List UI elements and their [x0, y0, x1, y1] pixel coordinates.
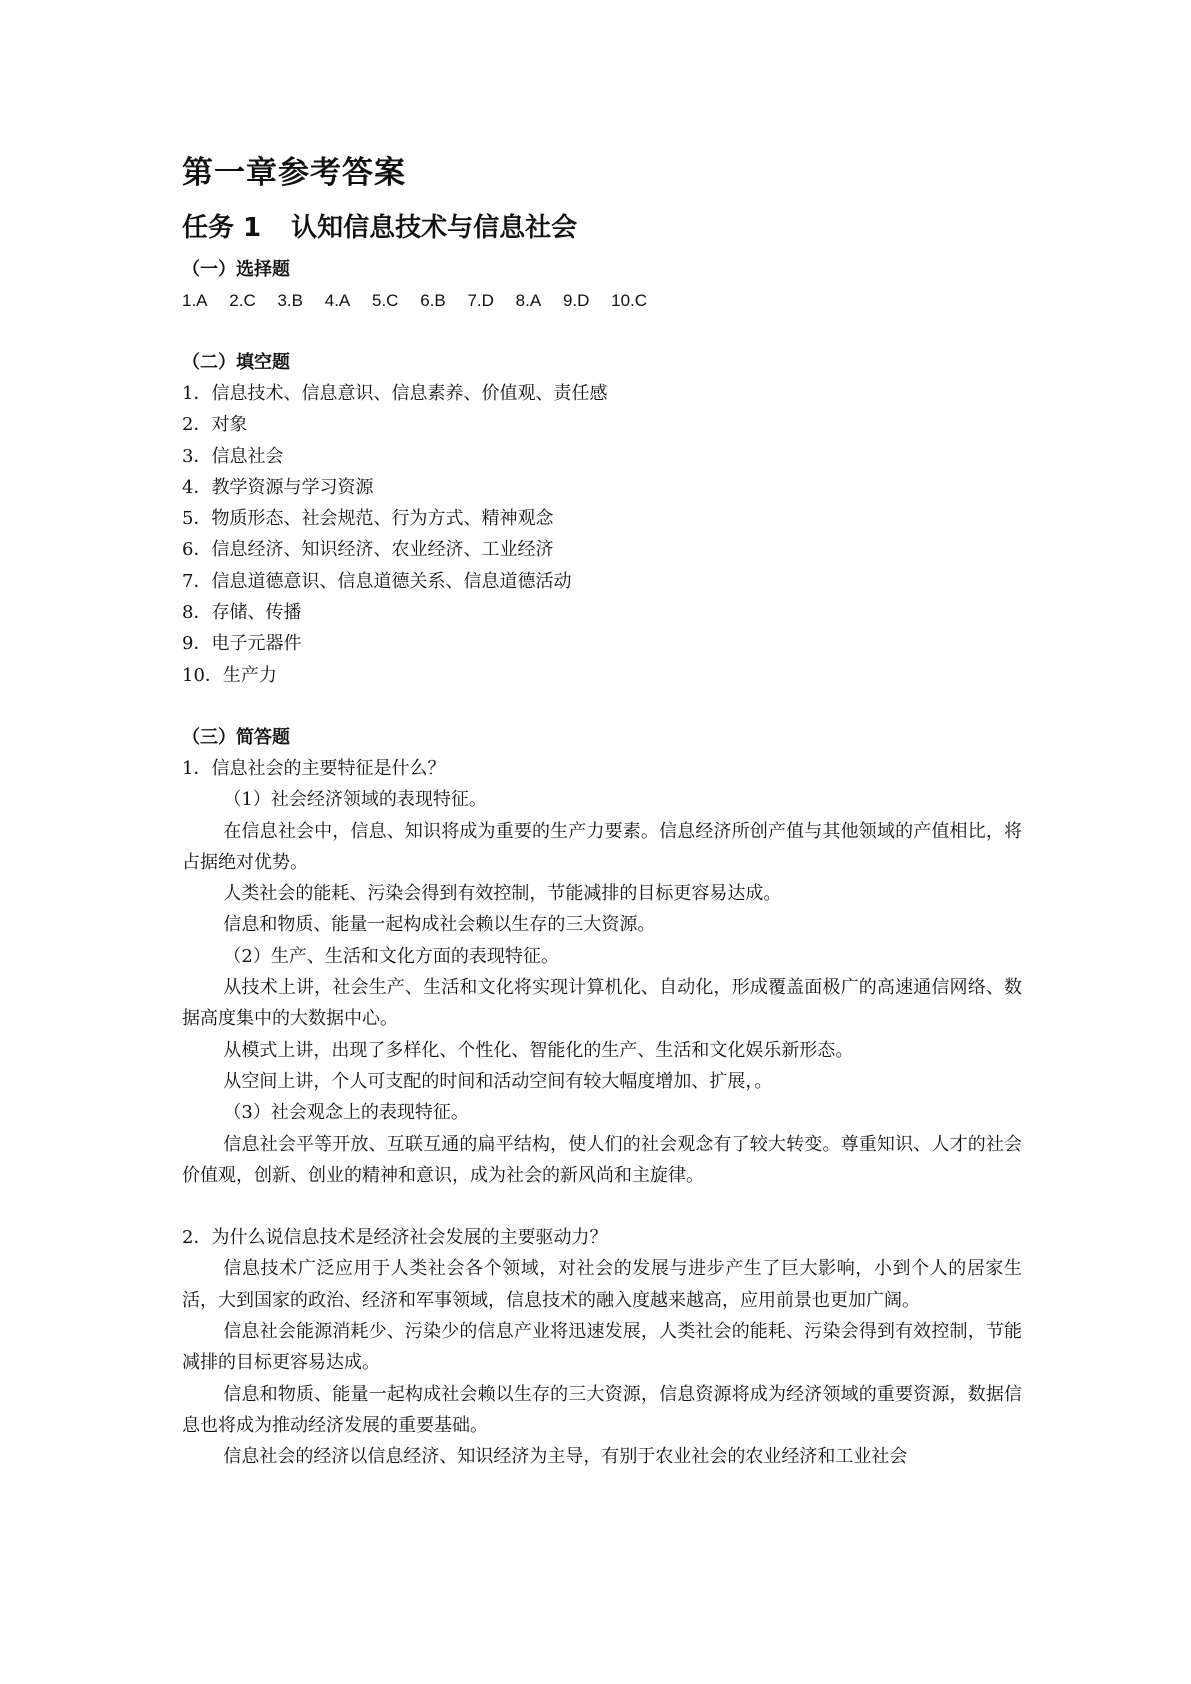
question-spacer	[182, 1191, 1022, 1222]
fill-answer: 10．生产力	[182, 664, 277, 686]
answer-paragraph: 从技术上讲，社会生产、生活和文化将实现计算机化、自动化，形成覆盖面极广的高速通信网络、数据高度集中的大数据中心。	[182, 977, 1022, 1030]
choice-answer: 8.A	[515, 291, 542, 310]
answer-paragraph: 信息社会平等开放、互联互通的扁平结构，使人们的社会观念有了较大转变。尊重知识、人才的社会价值观，创新、创业的精神和意识，成为社会的新风尚和主旋律。	[182, 1133, 1022, 1186]
choice-answer: 1.A	[182, 291, 208, 310]
choice-answer: 3.B	[277, 291, 303, 310]
choice-answer: 5.C	[372, 291, 399, 310]
sub-heading: （2）生产、生活和文化方面的表现特征。	[223, 945, 559, 967]
answer-paragraph: 在信息社会中，信息、知识将成为重要的生产力要素。信息经济所创产值与其他领域的产值相比，将占据绝对优势。	[182, 820, 1022, 873]
fill-answer: 2．对象	[182, 414, 248, 436]
answer-paragraph: 人类社会的能耗、污染会得到有效控制，节能减排的目标更容易达成。	[223, 883, 782, 905]
chapter-title: 第一章参考答案	[182, 155, 406, 191]
task-name: 认知信息技术与信息社会	[291, 213, 578, 243]
section-heading-short-answer: （三）简答题	[182, 726, 290, 748]
fill-answer: 1．信息技术、信息意识、信息素养、价值观、责任感	[182, 383, 608, 404]
choice-answer: 7.D	[467, 291, 494, 310]
choice-answer: 9.D	[562, 291, 590, 310]
section-heading-fill: （二）填空题	[182, 352, 290, 373]
task-number: 任务 1	[182, 213, 262, 243]
sub-heading: （3）社会观念上的表现特征。	[223, 1102, 469, 1124]
fill-answer: 4．教学资源与学习资源	[182, 476, 374, 498]
fill-answer: 7．信息道德意识、信息道德关系、信息道德活动	[182, 570, 572, 592]
choice-answer: 2.C	[229, 291, 256, 310]
fill-answer: 8．存储、传播	[182, 602, 302, 624]
answer-paragraph: 信息和物质、能量一起构成社会赖以生存的三大资源。	[223, 914, 656, 936]
answer-paragraph: 信息社会的经济以信息经济、知识经济为主导，有别于农业社会的农业经济和工业社会	[223, 1446, 908, 1468]
choice-answer: 10.C	[611, 291, 648, 310]
choice-answers	[182, 285, 1022, 316]
fill-answer: 3．信息社会	[182, 445, 284, 467]
choice-answer: 6.B	[420, 291, 446, 310]
choice-answer: 4.A	[324, 291, 351, 310]
answer-paragraph: 从模式上讲，出现了多样化、个性化、智能化的生产、生活和文化娱乐新形态。	[223, 1039, 854, 1061]
answer-paragraph: 信息技术广泛应用于人类社会各个领域，对社会的发展与进步产生了巨大影响，小到个人的居家生活，大到国家的政治、经济和军事领域，信息技术的融入度越来越高，应用前景也更加广阔。	[182, 1258, 1022, 1311]
fill-answer: 6．信息经济、知识经济、农业经济、工业经济	[182, 539, 554, 561]
section-heading-choice: （一）选择题	[182, 259, 290, 280]
answer-paragraph: 信息和物质、能量一起构成社会赖以生存的三大资源，信息资源将成为经济领域的重要资源，数据信息也将成为推动经济发展的重要基础。	[182, 1383, 1022, 1436]
question-1: 1．信息社会的主要特征是什么？	[182, 757, 446, 779]
sub-heading: （1）社会经济领域的表现特征。	[223, 789, 487, 811]
document-page	[182, 150, 1022, 1473]
answer-paragraph: 信息社会能源消耗少、污染少的信息产业将迅速发展，人类社会的能耗、污染会得到有效控制，节能减排的目标更容易达成。	[182, 1321, 1022, 1374]
fill-answer: 5．物质形态、社会规范、行为方式、精神观念	[182, 508, 554, 530]
fill-answer: 9．电子元器件	[182, 633, 302, 655]
answer-paragraph: 从空间上讲，个人可支配的时间和活动空间有较大幅度增加、扩展，。	[223, 1070, 773, 1092]
task-title	[182, 208, 1022, 248]
section-spacer	[182, 691, 1022, 722]
question-2: 2．为什么说信息技术是经济社会发展的主要驱动力？	[182, 1227, 608, 1249]
